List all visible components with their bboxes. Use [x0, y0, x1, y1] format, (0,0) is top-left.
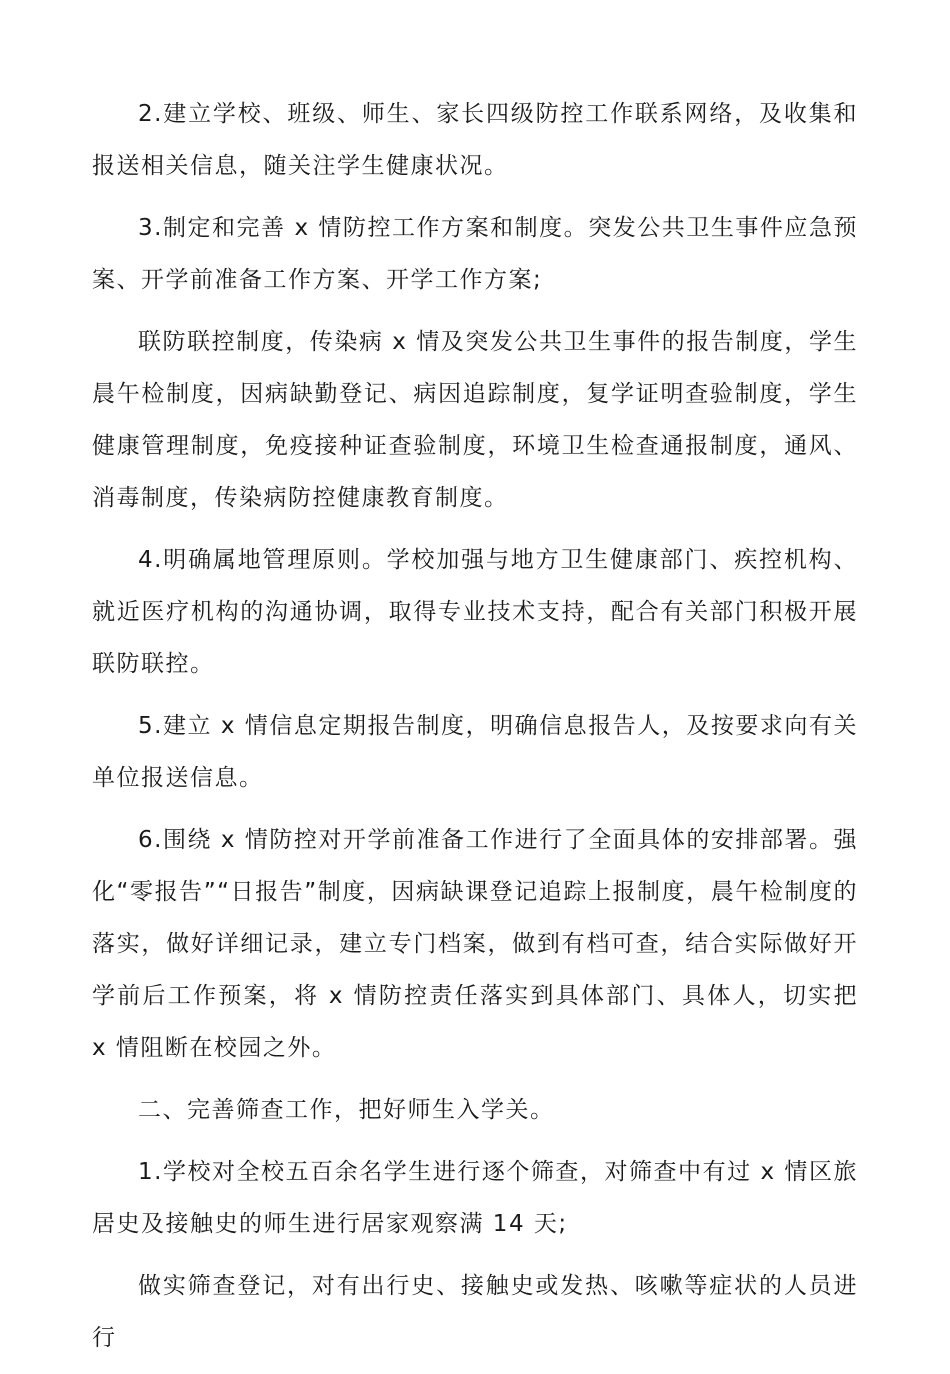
paragraph-item-3: 3.制定和完善 x 情防控工作方案和制度。突发公共卫生事件应急预案、开学前准备工作方案、开学工作方案; [92, 215, 858, 293]
paragraph-item-5: 5.建立 x 情信息定期报告制度，明确信息报告人，及按要求向有关单位报送信息。 [92, 713, 858, 791]
section-heading-screening: 二、完善筛查工作，把好师生入学关。 [138, 1097, 555, 1123]
paragraph-screening-registration: 做实筛查登记，对有出行史、接触史或发热、咳嗽等症状的人员进行 [92, 1273, 858, 1351]
paragraph-item-2: 2.建立学校、班级、师生、家长四级防控工作联系网络，及收集和报送相关信息，随关注学生健康状况。 [92, 101, 858, 179]
paragraph-screening-1: 1.学校对全校五百余名学生进行逐个筛查，对筛查中有过 x 情区旅居史及接触史的师生进行居家观察满 14 天; [92, 1159, 858, 1237]
paragraph-item-6: 6.围绕 x 情防控对开学前准备工作进行了全面具体的安排部署。强化“零报告”“日报告”制度，因病缺课登记追踪上报制度，晨午检制度的落实，做好详细记录，建立专门档案，做到有档可查，结合实际做好开学前后工作预案，将 x 情防控责任落实到具体部门、具体人，切实把 x 情阻断在校园之外。 [92, 827, 858, 1061]
paragraph-item-4: 4.明确属地管理原则。学校加强与地方卫生健康部门、疾控机构、就近医疗机构的沟通协调，取得专业技术支持，配合有关部门积极开展联防联控。 [92, 547, 858, 677]
paragraph-joint-control: 联防联控制度，传染病 x 情及突发公共卫生事件的报告制度，学生晨午检制度，因病缺勤登记、病因追踪制度，复学证明查验制度，学生健康管理制度，免疫接种证查验制度，环境卫生检查通报制度，通风、消毒制度，传染病防控健康教育制度。 [92, 329, 858, 511]
document-body [92, 88, 858, 1374]
